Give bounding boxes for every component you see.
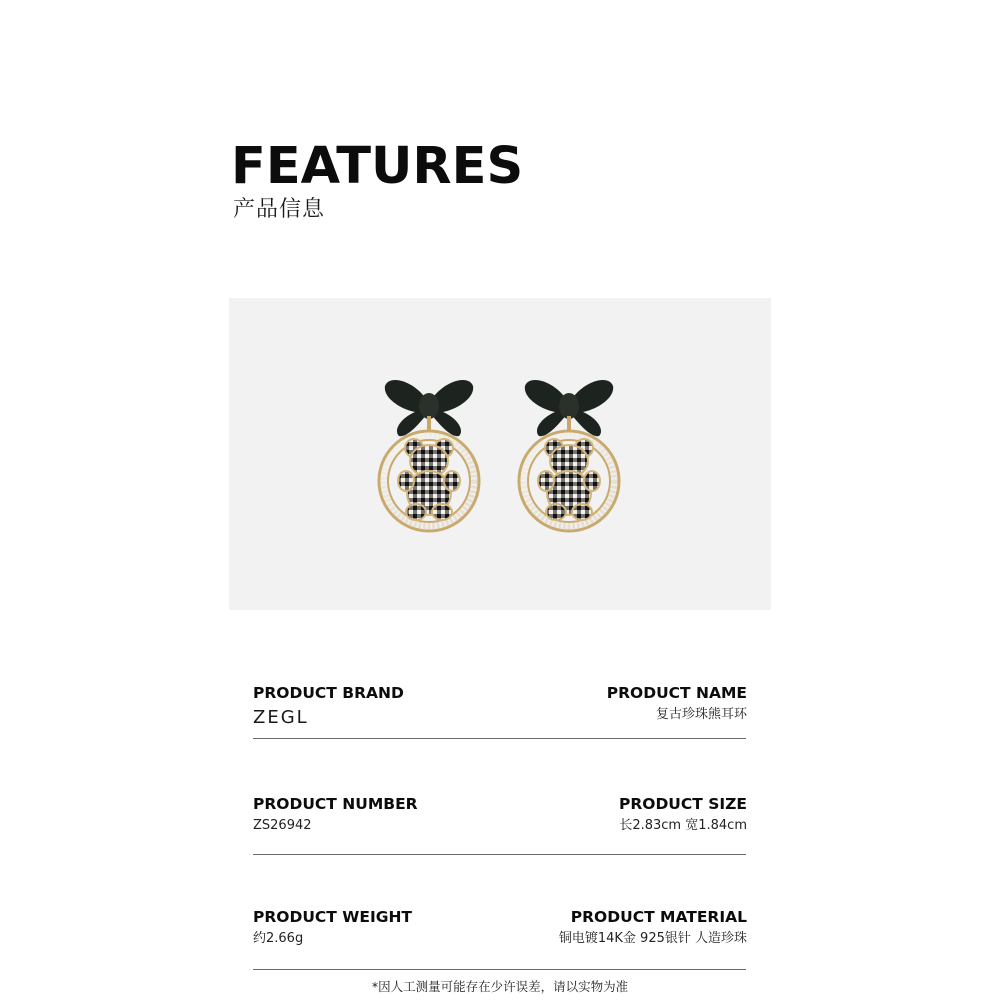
- page-title: FEATURES: [231, 137, 524, 196]
- spec-number-value: ZS26942: [253, 818, 312, 833]
- product-photo: [229, 298, 771, 610]
- spec-material-value: 铜电镀14K金 925银针 人造珍珠: [558, 931, 747, 946]
- page-subtitle: 产品信息: [233, 197, 326, 222]
- left-earring: [379, 380, 479, 531]
- spec-material: [559, 907, 747, 948]
- spec-weight-label: PRODUCT WEIGHT: [253, 908, 412, 926]
- spec-brand-label: PRODUCT BRAND: [253, 684, 404, 702]
- spec-size-label: PRODUCT SIZE: [618, 795, 747, 813]
- spec-name: [607, 683, 747, 724]
- measurement-disclaimer: *因人工测量可能存在少许误差，请以实物为准: [371, 979, 629, 994]
- spec-material-label: PRODUCT MATERIAL: [570, 908, 747, 926]
- divider: [253, 969, 746, 970]
- spec-brand: [253, 683, 404, 729]
- spec-name-label: PRODUCT NAME: [606, 684, 747, 702]
- divider: [253, 854, 746, 855]
- spec-weight-value: 约2.66g: [253, 931, 304, 946]
- divider: [253, 738, 746, 739]
- spec-size: [619, 794, 747, 835]
- spec-number: [253, 794, 418, 835]
- spec-brand-value: ZEGL: [253, 707, 309, 728]
- spec-name-value: 复古珍珠熊耳环: [655, 707, 747, 722]
- spec-weight: [253, 907, 412, 948]
- right-earring: [519, 380, 619, 531]
- earrings-image: [229, 298, 771, 610]
- spec-size-value: 长2.83cm 宽1.84cm: [619, 818, 747, 833]
- spec-number-label: PRODUCT NUMBER: [253, 795, 418, 813]
